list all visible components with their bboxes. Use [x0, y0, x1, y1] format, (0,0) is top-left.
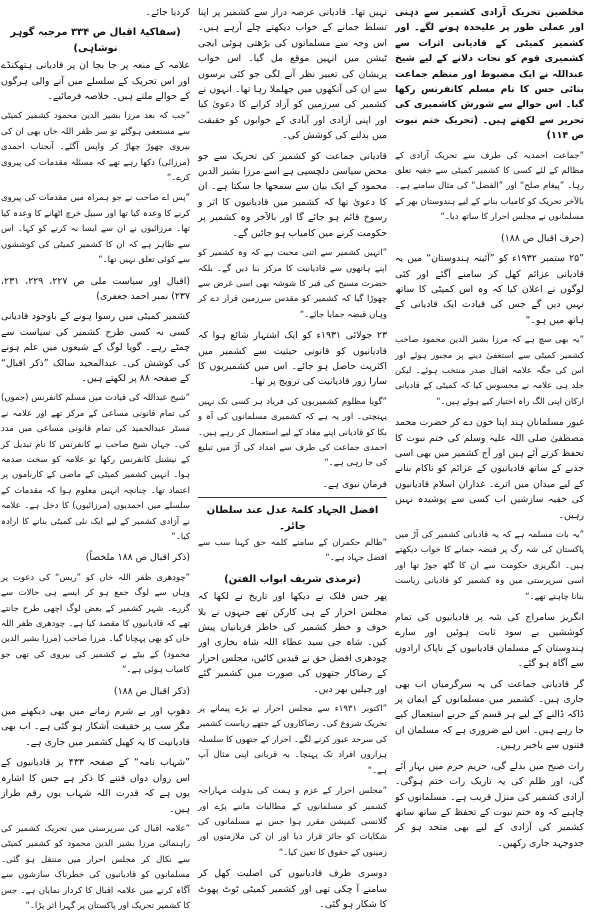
column-middle-paragraph: ”انہیں کشمیر سے اتنی محبت ہے کہ وہ کشمیر کو اپنے ہاتھوں سے قادیانیت کا مرکز بنا دیں گے۔ بلکہ حضرت مسیح کی قبر کا شوشہ بھی اسی غرض سے چھوڑا گیا کہ کشمیر کو مقدس سرزمین قرار دے کر وہاں قبضہ جمایا جائے۔“ [198, 248, 387, 320]
column-left-paragraph: ”شیخ عبداللہ کی قیادت میں مسلم کانفرنس (جموں) کی تمام قانونی مساعی کے مرکز تھے اور علامہ نے مسٹر عبدالحمید کی تمام قانونی مساعی میں مدد کی۔ جہاں شیخ صاحب نے کانفرنس کا نام تبدیل کر کے نیشنل کانفرنس رکھا تو علامہ کو سخت صدمہ ہوا۔ انہیں کشمیر کمیٹی کے ماضی کے کارناموں پر اعتماد تھا۔ چنانچہ انہیں معلوم ہوا کہ مقدمات کے سلسلے میں احمدیوں (مرزائیوں) کا دخل ہے۔ علامہ نے آزادی کشمیر کے لیے ایک نئی کمیٹی بنانے کا ارادہ کیا۔“ [1, 393, 190, 542]
column-left-citation: (سفاکیۂ اقبال ص ۳۳۴ مرجبہ گوہر نوشاہی) [10, 27, 181, 54]
column-middle-paragraph: پھر جس فلک نے دیکھا اور تاریخ نے لکھا کہ مجلس احرار کے ہی کارکن تھے جنہوں نے بلا خوف و خطر کشمیر کی خاطر قربانیاں پیش کیں۔ شاہ جی سید عطاء اللہ شاہ بخاری اور چودھری افضل حق نے قیدیں کاٹیں، مجلس احرار کے رضاکار جتھوں کی صورت میں کشمیر گئے اور جیلیں بھر دیں۔ [198, 591, 387, 695]
hadith-citation: (ترمذی شریف ابواب الفتن) [224, 573, 361, 585]
column-right-paragraph: انگریز سامراج کی شہ پر قادیانیوں کی تمام کوششیں بے سود ثابت ہوئیں اور سارے ہندوستان کے مسلمان قادیانیوں کے ناپاک ارادوں سے آگاہ ہو گئے۔ [395, 612, 584, 670]
column-left [1, 5, 190, 911]
hadith-translation: ”ظالم حکمران کے سامنے کلمہ حق کہنا سب سے افضل جہاد ہے۔“ [198, 538, 387, 564]
column-middle-paragraph: ۲۳ جولائی ۱۹۳۱ء کو ایک اشتہار شائع ہوا کہ قادیانیوں کو قانونی حیثیت سے کشمیر میں اکثریت حاصل ہو جائے۔ اس میں کشمیریوں کا سارا زور قادیانیت کی ترویج پر تھا۔ [198, 330, 387, 388]
column-left-paragraph: ”جب کہ بعد مرزا بشیر الدین محمود کشمیر کمیٹی سے مستعفی ہوگئے تو سر ظفر اللہ خاں بھی ان کی بیروی چھوڑ چھاڑ کر واپس آگئے۔ آنجناب احمدی (مرزائی) دکھا رہے تھے کہ مسئلہ مقدمات کی پیروی کرے۔“ [1, 111, 190, 184]
hadith-heading: افضل الجہاد کلمۃ عدل عند سلطان جائر۔ [206, 505, 379, 532]
column-middle-paragraph: نہیں تھا۔ قادیانی عرصہ دراز سے کشمیر پر اپنا تسلط جمانے کے خواب دیکھتے چلے آرہے ہیں۔ اس وجہ سے مسلمانوں کی بڑھتی ہوئی ایجی ٹیشن میں انہیں موقع مل گیا۔ اس خواب پریشان کی تعبیر نظر آنے لگی جو کئی برسوں سے ان کی آنکھوں میں جھلملا رہا تھا۔ انہوں نے کشمیر کی سرزمین کو آزاد کرانے کا دعویٰ کیا اور اپنی آزادی اور آبادی کے خوابوں کو حقیقت میں بدلنے کی کوشش کی۔ [198, 7, 387, 142]
column-left-paragraph: ”شہاب نامہ“ کے صفحہ ۴۳۳ پر قادیانیوں کے اس رواں دواں فتنے کا ذکر ہے جس کا اشارہ یوں ہے کہ قدرت اللہ شہاب یوں رقم طراز ہیں۔ [1, 757, 190, 815]
column-right-paragraph: ”۲۵ ستمبر ۱۹۳۲ء کو ”آئینہ ہندوستان“ میں یہ قادیانی عزائم کھل کر سامنے آگئے اور کئی لوگوں نے اعلان کیا کہ وہ اس کمیٹی کا ساتھ نہیں دیں گے جس کی قیادت ایک قادیانی کے ہاتھ میں ہو۔“ [395, 253, 584, 326]
column-left-paragraph: ”چودھری ظفر اللہ خاں کو ”ریس“ کی دعوت پر وہاں سے لوگ جمع ہو کر ایسے ہی حالات سے گزرے۔ شہر کشمیر کے بعض لوگ اچھی طرح جانتے تھے کہ قادیانیوں کا مقصد کیا ہے۔ چودھری ظفر اللہ خاں کو بھی پہچانا گیا۔ مرزا صاحب (مرزا بشیر الدین محمود) کے بیٹے نے کشمیر کی بیروی کی تھی جو کامیاب ہوئی ہے۔“ [1, 572, 190, 676]
column-middle-paragraph: دوسری طرف قادیانیوں کی اصلیت کھل کر سامنے آ چکی تھی اور کشمیر کمیٹی ٹوٹ پھوٹ کا شکار ہو گئی۔ [198, 868, 387, 910]
column-right-paragraph: ”یہ بات مسلمہ ہے کہ یہ قادیانی کشمیر کی آڑ میں پاکستان کی شہ رگ پر قبضہ جمانے کا خواب دیکھتے ہیں۔ انگریزی حکومت سے ان کا گٹھ جوڑ تھا اور اسی سرپرستی میں وہ کشمیر کو قادیانی ریاست بنانا چاہتے تھے۔“ [395, 530, 584, 602]
column-right-paragraph: ”جماعت احمدیہ کی طرف سے تحریک آزادی کے مظالم کے لئے کسی کا کشمیر کمیٹی سے خفیہ تعلق رہا۔ ”پیغام صلح“ اور ”الفضل“ کی مثال سامنے ہے۔ بالآخر تحریک کو کامیاب بنانے کے لیے ہندوستان بھر کے مسلمانوں نے مجلس احرار کا ساتھ دیا۔“ [395, 150, 584, 223]
column-right [395, 5, 584, 849]
column-left-citation: (ذکر اقبال ص ۱۸۸) [113, 685, 190, 697]
column-left-paragraph: کردیا جائے۔ [145, 7, 190, 18]
column-right-paragraph: ”یہ بھی سچ ہے کہ مرزا بشیر الدین محمود صاحب کشمیر کمیٹی سے استعفیٰ دینے پر مجبور ہوئے اور اس کی جگہ علامہ اقبال صدر منتخب ہوئے۔ لیکن جلد ہی علامہ نے محسوس کیا کہ کمیٹی کے قادیانی ارکان اپنی الگ راہ اختیار کیے ہوئے ہیں۔“ [395, 335, 584, 407]
column-right-paragraph: گر قادیانی جماعت کی یہ سرگرمیاں اب بھی جاری ہیں۔ کشمیر میں مسلمانوں کے ایمان پر ڈاکہ ڈالنے کے لیے ہر قسم کے حربے استعمال کیے جا رہے ہیں۔ اس لیے ضروری ہے کہ مسلمان ان فتنوں سے باخبر رہیں۔ [395, 678, 584, 752]
section-divider [198, 497, 387, 498]
column-middle [198, 5, 387, 910]
column-left-citation: (اقبال اور سیاست ملی ص ۲۲۷، ۲۲۹، ۲۳۱، ۲۳۷) نمبر احمد جعفری) [1, 275, 190, 302]
column-left-citation: (ذکر اقبال ص ۱۸۸ ملخصاً) [85, 552, 190, 564]
column-right-paragraph: مخلصین تحریک آزادی کشمیر سے ذہنی اور عملی طور پر علیحدہ ہونے لگے۔ اور کشمیر کمیٹی کے قادیانی اثرات سے کشمیری قوم کو نجات دلانے کے لیے شیخ عبداللہ نے ایک مضبوط اور منظم جماعت بنائی جس کا نام مسلم کانفرنس رکھا گیا۔ اس حوالے سے شورش کاشمیری کی تحریر سے لکھتے ہیں۔ (تحریک ختم نبوت ص ۱۱۴) [395, 7, 584, 142]
column-left-paragraph: ”پس اے صاحب نے جو ہمراہ میں مقدمات کی پیروی کرنے کا وعدہ کیا تھا اور سبیل خرچ اٹھانے کا وعدہ کیا تھا۔ مرزائیوں نے ان سے ایسا نہ کرنے کو کہا۔ اس سے ظاہر ہے کہ ان کا کشمیر کمیٹی کی کوششوں سے کوئی تعلق نہیں تھا۔“ [1, 193, 190, 266]
column-right-paragraph: رات صبح میں بدلے گی، حریم حرم میں بہار آئے گی، اور ظلم کی یہ تاریک رات ختم ہوگی۔ آزادی کشمیر کی منزل قریب ہے۔ مسلمانوں کو چاہیے کہ وہ ختم نبوت کے تحفظ کے ساتھ ساتھ کشمیر کی آزادی کے لیے بھی متحد ہو کر جدوجہد جاری رکھیں۔ [395, 760, 584, 849]
column-middle-paragraph: قادیانی جماعت کو کشمیر کی تحریک سے جو محض سیاسی دلچسپی ہے اسے مرزا بشیر الدین محمود کے ایک بیان سے سمجھا جا سکتا ہے۔ ان کا دعویٰ تھا کہ کشمیر میں قادیانیوں کا اثر و رسوخ قائم ہو جائے گا اور بالآخر وہ کشمیر پر حکومت کرنے میں کامیاب ہو جائیں گے۔ [198, 150, 387, 239]
column-left-paragraph: ”علامہ اقبال کی سرپرستی میں تحریک کشمیر کی راہنمائی مرزا بشیر الدین محمود کو کشمیر کمیٹی سے نکال کر مجلس احرار میں منتقل ہو گئی۔ مسلمانوں کو قادیانیوں کی خطرناک سازشوں سے آگاہ کرنے میں علامہ اقبال کا کردار نمایاں ہے۔ جس کا کشمیر تحریک اور پاکستان پر گہرا اثر پڑا۔“ [1, 823, 190, 911]
column-left-paragraph: دھوپ اور بے شرم زمانے میں بھی دیکھنے میں مگر سب پر حقیقت آشکار ہو گئی ہے۔ اب بھی قادیانیت کا یہ کھیل کشمیر میں جاری ہے۔ [1, 706, 190, 748]
column-middle-paragraph: ”گویا مظلوم کشمیریوں کی فریاد ہر کسی تک نہیں پہنچتی۔ اور یہ ہے کہ کشمیری مسلمانوں کی آہ و بکا کو قادیانی اپنے مفاد کے لیے استعمال کر رہے ہیں۔ احمدی جماعت کی طرف سے امداد کی آڑ میں تبلیغ کی جا رہی ہے۔“ [198, 396, 387, 469]
column-right-citation: (حرف اقبال ص ۱۸۸) [501, 232, 584, 244]
column-middle-paragraph: ”مجلس احرار کے عزم و ہمت کی بدولت مہاراجہ کشمیر کو مسلمانوں کے مطالبات ماننے پڑے اور گلانسی کمیشن مقرر ہوا جس نے مسلمانوں کی شکایات کو جائز قرار دیا اور ان کی ملازمتوں اور زمینوں کے حقوق کا تعین کیا۔“ [198, 786, 387, 858]
column-right-paragraph: غیور مسلمانان ہند اپنا خون دے کر حضرت محمد مصطفیٰ صلی اللہ علیہ وسلم کی ختم نبوت کا تحفظ کرتے آئے ہیں اور آج کشمیر میں بھی اسی جذبے کے ساتھ قادیانیوں کے عزائم کو ناکام بنانے کے لیے میدان میں اترے۔ غداران اسلام قادیانیوں کی خفیہ سازشیں اب کسی سے پوشیدہ نہیں رہیں۔ [395, 417, 584, 521]
column-left-paragraph: کشمیر کمیٹی میں رسوا ہونے کے باوجود قادیانی کسی نہ کسی طرح کشمیر کی سیاست سے چمٹے رہے۔ گویا لوگ کے شیعوں میں علم ہونے کی کوشش کی۔ عبدالمجید سالک ”ذکر اقبال“ کے صفحہ ۸۸ پر لکھتے ہیں۔ [1, 311, 190, 384]
column-middle-paragraph: فرمان نبوی ہے۔ [322, 478, 387, 490]
column-left-paragraph: علامہ کے منعہ پر جا بجا ان پر قادیانی ہتھکنڈے اور اس تحریک کے سلسلے میں آنے والی ہرگوں کے حوالے ملتے ہیں۔ خلاصہ فرمائیے۔ [1, 60, 190, 103]
column-middle-paragraph: ”اکتوبر ۱۹۳۱ء سے مجلس احرار نے بڑے پیمانے پر تحریک شروع کی۔ رضاکاروں کے جتھے ریاست کشمیر کی سرحد عبور کرنے لگے۔ احرار کے جتھوں کا سلسلہ ہزاروں افراد تک پہنچا۔ یہ قربانی اپنی مثال آپ ہے۔“ [198, 704, 387, 776]
